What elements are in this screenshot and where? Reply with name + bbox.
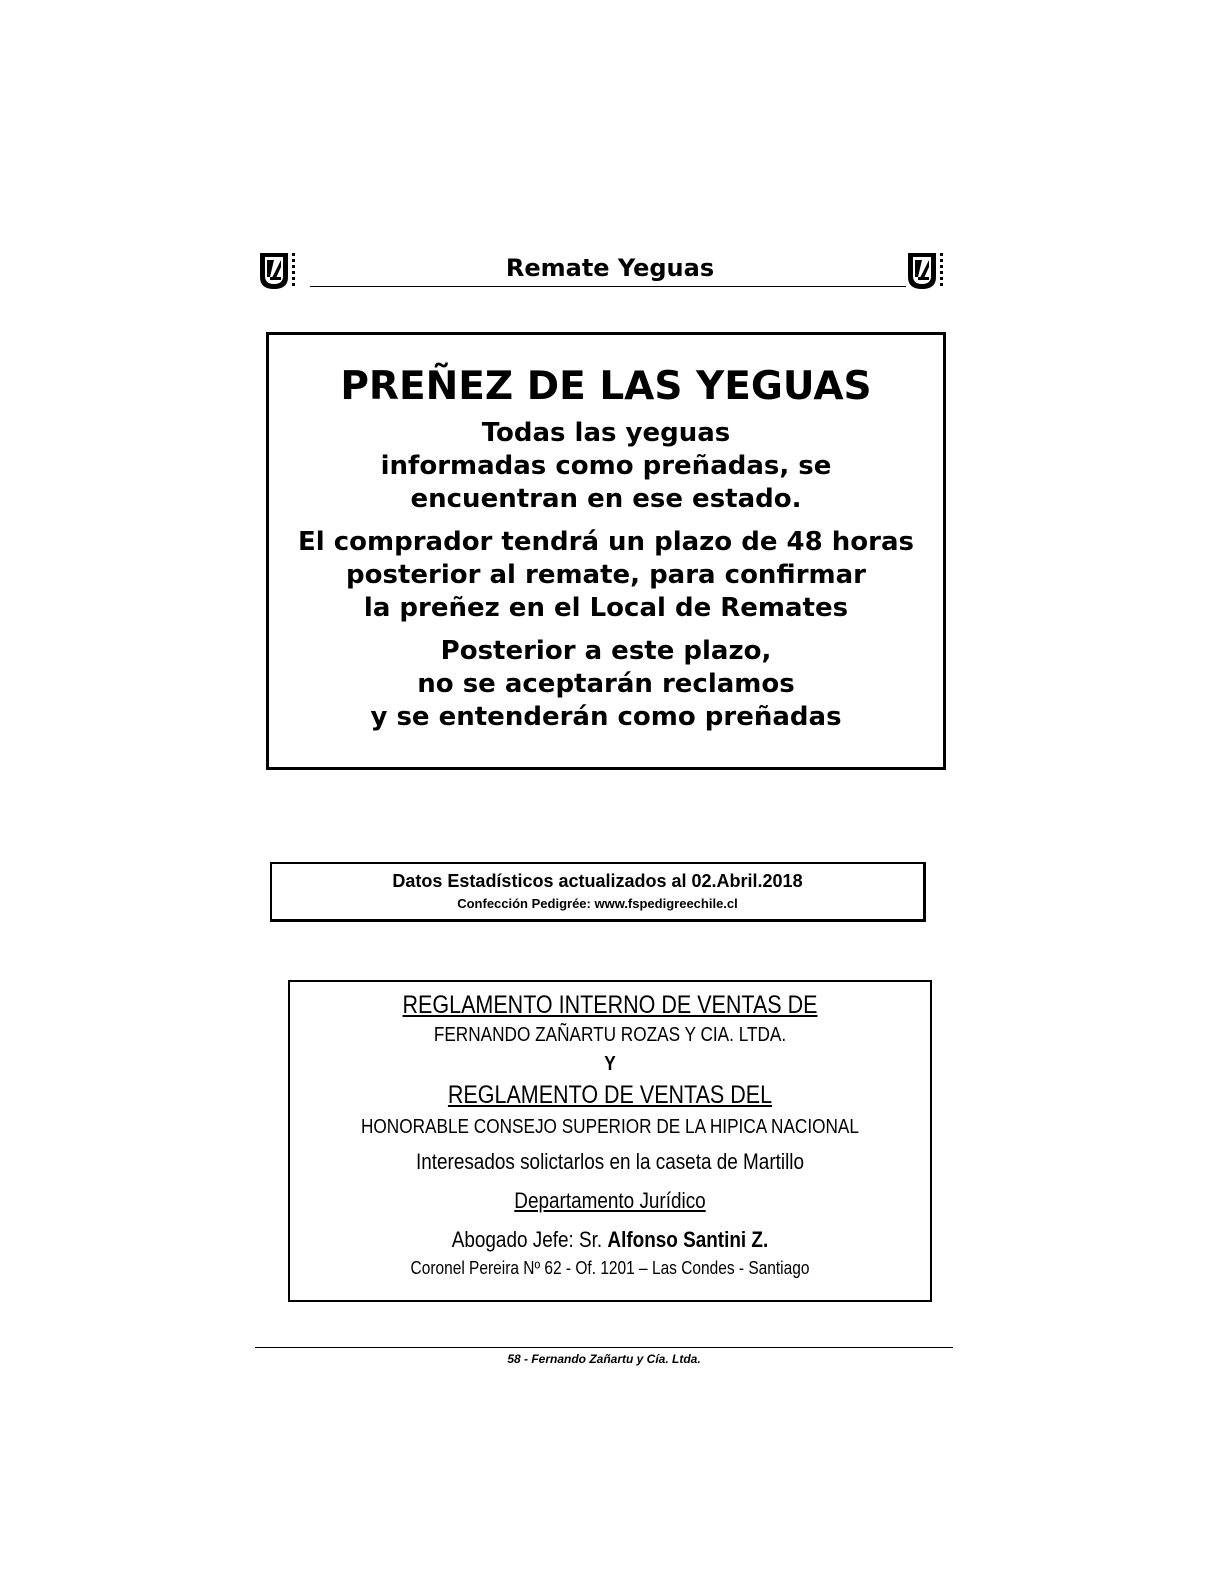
- notice-line: El comprador tendrá un plazo de 48 horas: [298, 527, 914, 557]
- pregnancy-notice-box: [266, 332, 946, 770]
- request-note: Interesados solictarlos en la caseta de Martillo: [415, 1149, 805, 1174]
- page-header-title: Remate Yeguas: [505, 254, 715, 282]
- notice-line: encuentran en ese estado.: [410, 484, 802, 514]
- header-rule: [310, 286, 906, 287]
- lawyer-name: Alfonso Santini Z.: [607, 1227, 769, 1252]
- regulations-heading: REGLAMENTO INTERNO DE VENTAS DE: [402, 991, 818, 1019]
- notice-line: y se entenderán como preñadas: [370, 702, 842, 732]
- council-name: HONORABLE CONSEJO SUPERIOR DE LA HIPICA NACIONAL: [361, 1116, 859, 1138]
- department-title: Departamento Jurídico: [514, 1188, 706, 1213]
- office-address: Coronel Pereira Nº 62 - Of. 1201 – Las Condes - Santiago: [410, 1258, 810, 1278]
- notice-line: Todas las yeguas: [481, 418, 731, 448]
- notice-line: no se aceptarán reclamos: [417, 669, 795, 699]
- regulations-box: [288, 980, 932, 1302]
- stats-date: Datos Estadísticos actualizados al 02.Abril.2018: [392, 871, 803, 891]
- notice-line: la preñez en el Local de Remates: [363, 593, 849, 623]
- company-name: FERNANDO ZAÑARTU ROZAS Y CIA. LTDA.: [433, 1024, 787, 1046]
- fz-logo-icon: [258, 247, 308, 291]
- lawyer-line: [335, 1226, 885, 1254]
- stats-box: [270, 862, 926, 922]
- page-footer: 58 - Fernando Zañartu y Cía. Ltda.: [507, 1352, 701, 1366]
- notice-title: PREÑEZ DE LAS YEGUAS: [340, 364, 872, 409]
- pedigree-credit: Confección Pedigrée: www.fspedigreechile.cl: [457, 896, 738, 911]
- notice-paragraph: [269, 417, 943, 516]
- notice-paragraph: [269, 635, 943, 734]
- regulations-heading: REGLAMENTO DE VENTAS DEL: [447, 1081, 773, 1109]
- notice-line: informadas como preñadas, se: [380, 451, 832, 481]
- conjunction: Y: [604, 1053, 616, 1075]
- fz-logo-icon: [906, 247, 956, 291]
- notice-line: posterior al remate, para confirmar: [346, 560, 866, 590]
- notice-line: Posterior a este plazo,: [440, 636, 772, 666]
- lawyer-prefix: Abogado Jefe: Sr.: [451, 1227, 608, 1252]
- notice-paragraph: [269, 526, 943, 625]
- footer-rule: [255, 1347, 953, 1348]
